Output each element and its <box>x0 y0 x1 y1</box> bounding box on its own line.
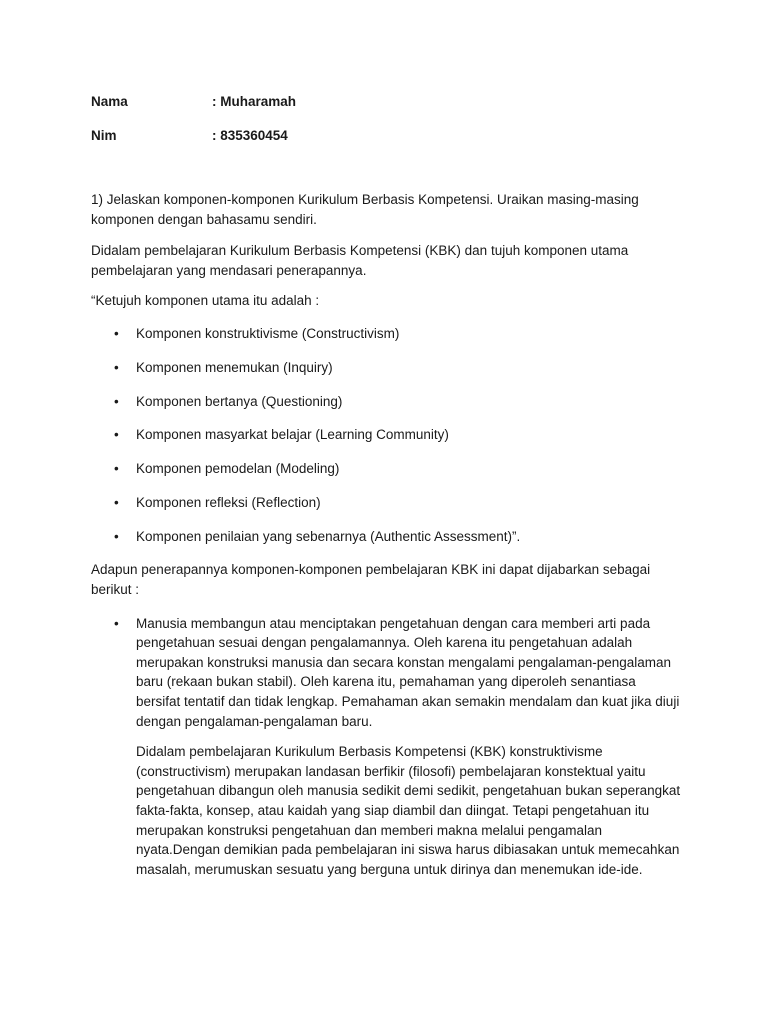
list-item-text: Komponen masyarkat belajar (Learning Community) <box>136 427 449 443</box>
list-item <box>91 527 681 547</box>
explanation-list <box>91 614 681 880</box>
list-item <box>91 425 681 445</box>
list-item <box>91 392 681 412</box>
bullet-icon: • <box>114 528 119 544</box>
list-item-text: Komponen pemodelan (Modeling) <box>136 461 340 477</box>
bullet-icon: • <box>114 427 119 443</box>
bullet-icon: • <box>114 359 119 375</box>
list-item-text: Komponen penilaian yang sebenarnya (Authentic Assessment)”. <box>136 528 521 544</box>
intro-paragraph: Didalam pembelajaran Kurikulum Berbasis Kompetensi (KBK) dan tujuh komponen utama pembelajaran yang mendasari penerapannya. <box>91 243 629 278</box>
list-item <box>91 324 681 344</box>
list-item-text: Komponen refleksi (Reflection) <box>136 494 321 510</box>
list-item <box>91 614 681 880</box>
list-item-text: Komponen bertanya (Questioning) <box>136 393 343 409</box>
application-intro: Adapun penerapannya komponen-komponen pembelajaran KBK ini dapat dijabarkan sebagai berikut : <box>91 562 651 598</box>
list-item-text: Komponen menemukan (Inquiry) <box>136 359 333 375</box>
bullet-icon: • <box>114 325 119 341</box>
bullet-icon: • <box>114 615 119 631</box>
list-item-text: Komponen konstruktivisme (Constructivism) <box>136 325 400 341</box>
list-item <box>91 459 681 479</box>
nim-value: : 835360454 <box>212 128 288 143</box>
list-item <box>91 493 681 513</box>
explanation-paragraph: Didalam pembelajaran Kurikulum Berbasis Kompetensi (KBK) konstruktivisme (constructivism) merupakan landasan berfikir (filosofi) pembelajaran konstektual yaitu pengetahuan dibangun oleh manusia sedikit demi sedikit, pengetahuan bukan seperangkat fakta-fakta, konsep, atau kaidah yang siap diambil dan diingat. Tetapi pengetahuan itu merupakan konstruksi pengetahuan dan memberi makna melalui pengamalan nyata.Dengan demikian pada pembelajaran ini siswa harus dibiasakan untuk memecahkan masalah, merumuskan sesuatu yang berguna untuk dirinya dan menemukan ide-ide. <box>136 744 681 877</box>
name-label: Nama <box>91 94 128 109</box>
list-item <box>91 358 681 378</box>
bullet-icon: • <box>114 393 119 409</box>
component-list <box>91 324 681 546</box>
nim-label: Nim <box>91 128 117 143</box>
bullet-icon: • <box>114 461 119 477</box>
bullet-icon: • <box>114 494 119 510</box>
document-body <box>91 190 681 890</box>
explanation-paragraph: Manusia membangun atau menciptakan pengetahuan dengan cara memberi arti pada pengetahuan sesuai dengan pengalamannya. Oleh karena itu pengetahuan adalah merupakan konstruksi manusia dan secara konstan mengalami pengalaman-pengalaman baru (rekaan bukan stabil). Oleh karena itu, pemahaman yang diperoleh senantiasa bersifat tentatif dan tidak lengkap. Pemahaman akan semakin mendalam dan kuat jika diuji dengan pengalaman-pengalaman baru. <box>136 615 680 729</box>
list-intro: “Ketujuh komponen utama itu adalah : <box>91 293 320 309</box>
question-text: 1) Jelaskan komponen-komponen Kurikulum Berbasis Kompetensi. Uraikan masing-masing komponen dengan bahasamu sendiri. <box>91 192 639 227</box>
name-value: : Muharamah <box>212 94 297 109</box>
